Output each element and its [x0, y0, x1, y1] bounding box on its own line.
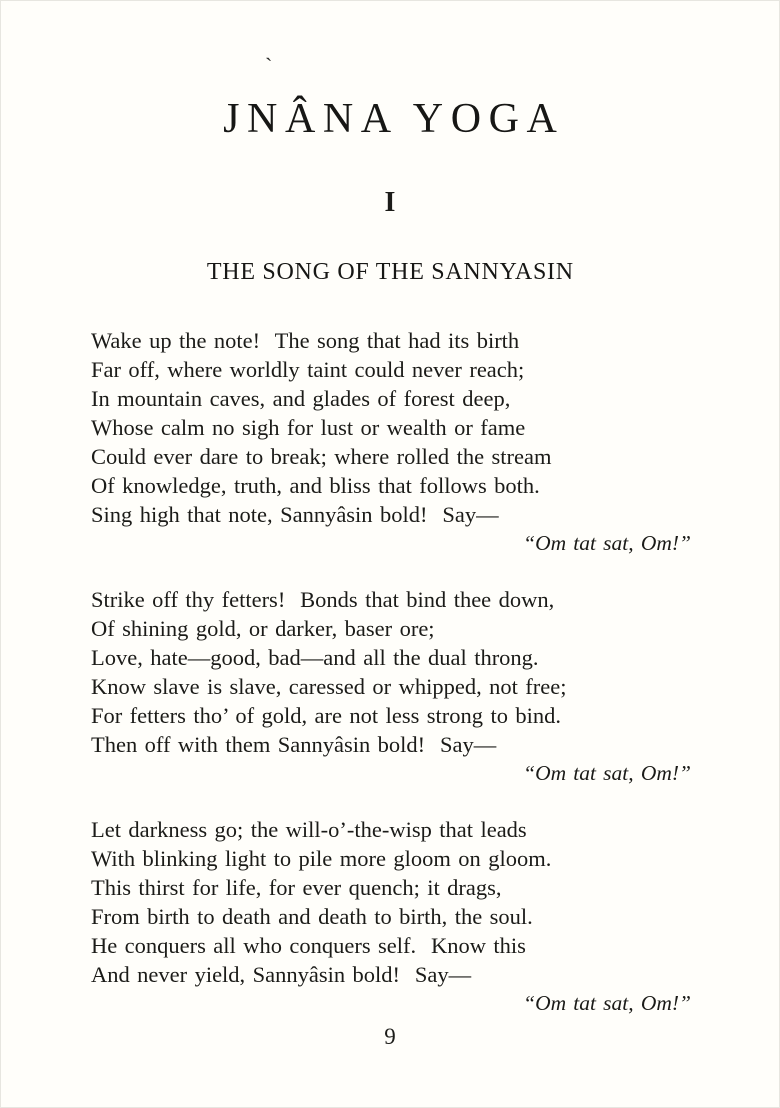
book-title: JNÂNA YOGA	[223, 96, 565, 142]
poem-title: THE SONG OF THE SANNYASIN	[206, 259, 574, 285]
poem-line: Strike off thy fetters! Bonds that bind thee down,	[91, 587, 555, 612]
poem-line: Sing high that note, Sannyâsin bold! Say—	[91, 502, 499, 527]
poem-line: Whose calm no sigh for lust or wealth or fame	[91, 415, 526, 440]
poem-refrain: “Om tat sat, Om!”	[523, 761, 691, 785]
poem-line: In mountain caves, and glades of forest deep,	[91, 386, 511, 411]
poem-refrain: “Om tat sat, Om!”	[523, 531, 691, 555]
poem-line: For fetters tho’ of gold, are not less strong to bind.	[91, 703, 562, 728]
stanza-2	[91, 585, 693, 788]
poem-line: From birth to death and death to birth, the soul.	[91, 904, 533, 929]
poem-line: Love, hate—good, bad—and all the dual throng.	[91, 645, 539, 670]
poem-line: Could ever dare to break; where rolled the stream	[91, 444, 552, 469]
scan-artifact-mark: ˋ	[265, 53, 273, 78]
poem-line: And never yield, Sannyâsin bold! Say—	[91, 962, 472, 987]
poem-refrain: “Om tat sat, Om!”	[523, 991, 691, 1015]
poem-line: Let darkness go; the will-o’-the-wisp that leads	[91, 817, 527, 842]
poem-line: With blinking light to pile more gloom on gloom.	[91, 846, 552, 871]
poem-line: He conquers all who conquers self. Know this	[91, 933, 526, 958]
poem-line: Of shining gold, or darker, baser ore;	[91, 616, 435, 641]
page-number: 9	[384, 1024, 396, 1049]
poem-line: Wake up the note! The song that had its birth	[91, 328, 520, 353]
poem-body	[1, 326, 779, 1018]
poem-line: Far off, where worldly taint could never reach;	[91, 357, 525, 382]
poem-line: Of knowledge, truth, and bliss that follows both.	[91, 473, 540, 498]
poem-line: Then off with them Sannyâsin bold! Say—	[91, 732, 497, 757]
poem-line: This thirst for life, for ever quench; it drags,	[91, 875, 502, 900]
section-number: I	[384, 187, 396, 218]
poem-line: Know slave is slave, caressed or whipped, not free;	[91, 674, 567, 699]
stanza-1	[91, 326, 693, 558]
stanza-3	[91, 815, 693, 1018]
